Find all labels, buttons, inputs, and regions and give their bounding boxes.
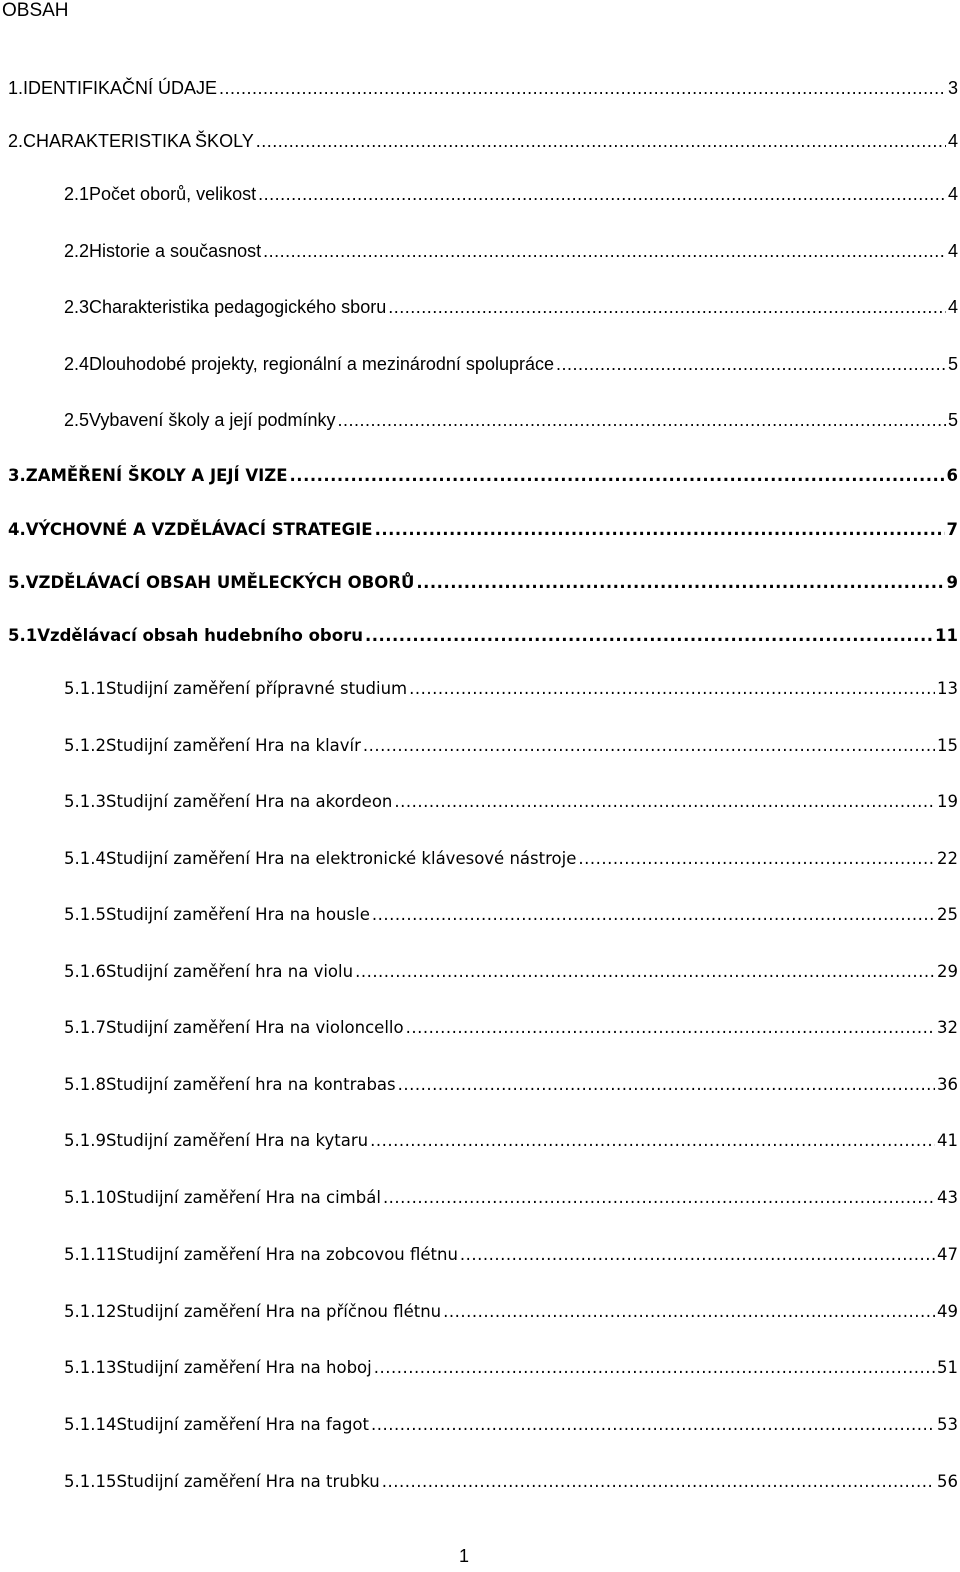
toc-entry-label: Studijní zaměření Hra na příčnou flétnu bbox=[116, 1302, 442, 1321]
toc-entry-label: Studijní zaměření Hra na trubku bbox=[116, 1472, 380, 1491]
toc-entry-page: 56 bbox=[937, 1472, 958, 1491]
toc-entry[interactable] bbox=[0, 624, 960, 648]
toc-entry[interactable] bbox=[0, 1129, 960, 1153]
toc-entry-page: 47 bbox=[937, 1245, 958, 1264]
page-number: 1 bbox=[458, 1546, 469, 1566]
toc-entry-label: Studijní zaměření hra na kontrabas bbox=[105, 1075, 396, 1094]
toc-entry-label: Studijní zaměření Hra na zobcovou flétnu bbox=[116, 1245, 458, 1264]
toc-leader-dots bbox=[388, 295, 946, 319]
toc-entry-label: Studijní zaměření přípravné studium bbox=[105, 679, 408, 698]
toc-entry-number: 1. bbox=[8, 78, 24, 98]
toc-entry-label: Studijní zaměření Hra na kytaru bbox=[105, 1131, 369, 1150]
toc-entry-label: Vzdělávací obsah hudebního oboru bbox=[37, 626, 363, 645]
toc-leader-dots bbox=[394, 790, 935, 814]
toc-entry-number: 5.1.12 bbox=[64, 1302, 117, 1321]
toc-leader-dots bbox=[338, 408, 946, 432]
toc-entry-label: Studijní zaměření hra na violu bbox=[105, 962, 354, 981]
toc-entry-number: 5.1.3 bbox=[64, 792, 106, 811]
toc-leader-dots bbox=[263, 239, 946, 263]
toc-entry-page: 29 bbox=[937, 962, 958, 981]
toc-entry-page: 53 bbox=[937, 1415, 958, 1434]
toc-entry-label: Studijní zaměření Hra na elektronické klávesové nástroje bbox=[105, 849, 577, 868]
toc-entry-label: VÝCHOVNÉ A VZDĚLÁVACÍ STRATEGIE bbox=[25, 520, 373, 539]
toc-entry-page: 4 bbox=[947, 131, 958, 151]
toc-leader-dots bbox=[371, 1413, 935, 1437]
toc-leader-dots bbox=[219, 76, 946, 100]
toc-entry-page: 5 bbox=[947, 354, 958, 374]
toc-leader-dots bbox=[409, 677, 935, 701]
toc-entry[interactable] bbox=[0, 239, 960, 263]
toc-entry-page: 32 bbox=[937, 1018, 958, 1037]
toc-entry-number: 2.3 bbox=[64, 297, 90, 317]
toc-leader-dots bbox=[556, 352, 946, 376]
toc-entry-page: 22 bbox=[937, 849, 958, 868]
toc-leader-dots bbox=[383, 1186, 935, 1210]
toc-entry-page: 19 bbox=[937, 792, 958, 811]
toc-entry-number: 5.1.10 bbox=[64, 1188, 117, 1207]
toc-entry-number: 5.1.5 bbox=[64, 905, 106, 924]
toc-entry-number: 5.1 bbox=[8, 626, 38, 645]
toc-entry-number: 5. bbox=[8, 573, 26, 592]
toc-entry-label: Studijní zaměření Hra na hoboj bbox=[116, 1358, 372, 1377]
toc-leader-dots bbox=[578, 847, 935, 871]
toc-entry-page: 7 bbox=[946, 520, 958, 539]
toc-entry-label: Dlouhodobé projekty, regionální a mezinárodní spolupráce bbox=[89, 354, 554, 374]
toc-leader-dots bbox=[372, 903, 935, 927]
toc-entry-label: IDENTIFIKAČNÍ ÚDAJE bbox=[23, 78, 218, 98]
toc-entry-number: 5.1.1 bbox=[64, 679, 106, 698]
toc-leader-dots bbox=[258, 182, 946, 206]
toc-entry[interactable] bbox=[0, 960, 960, 984]
toc-entry[interactable] bbox=[0, 1413, 960, 1437]
toc-leader-dots bbox=[290, 464, 945, 488]
toc-leader-dots bbox=[370, 1129, 935, 1153]
toc-entry-page: 49 bbox=[937, 1302, 958, 1321]
toc-entry-number: 5.1.2 bbox=[64, 736, 106, 755]
toc-entry[interactable] bbox=[0, 1243, 960, 1267]
toc-entry-page: 15 bbox=[937, 736, 958, 755]
toc-leader-dots bbox=[443, 1300, 935, 1324]
toc-leader-dots bbox=[382, 1470, 935, 1494]
toc-entry[interactable] bbox=[0, 1186, 960, 1210]
toc-entry-number: 5.1.6 bbox=[64, 962, 106, 981]
toc-entry-label: CHARAKTERISTIKA ŠKOLY bbox=[23, 131, 254, 151]
toc-entry-page: 5 bbox=[947, 410, 958, 430]
toc-entry[interactable] bbox=[0, 352, 960, 376]
toc-entry-number: 5.1.15 bbox=[64, 1472, 117, 1491]
toc-entry[interactable] bbox=[0, 76, 960, 100]
toc-entry-page: 4 bbox=[947, 297, 958, 317]
toc-entry-label: Počet oborů, velikost bbox=[89, 184, 257, 204]
toc-leader-dots bbox=[375, 518, 945, 542]
toc-entry-label: Vybavení školy a její podmínky bbox=[89, 410, 336, 430]
toc-entry[interactable] bbox=[0, 903, 960, 927]
toc-entry-number: 5.1.11 bbox=[64, 1245, 117, 1264]
toc-entry[interactable] bbox=[0, 1016, 960, 1040]
toc-entry[interactable] bbox=[0, 677, 960, 701]
toc-entry-page: 36 bbox=[937, 1075, 958, 1094]
toc-entry-number: 5.1.8 bbox=[64, 1075, 106, 1094]
toc-entry-page: 13 bbox=[937, 679, 958, 698]
toc-entry-number: 5.1.4 bbox=[64, 849, 106, 868]
toc-entry-page: 3 bbox=[947, 78, 958, 98]
toc-entry-label: Studijní zaměření Hra na violoncello bbox=[105, 1018, 404, 1037]
toc-entry-number: 5.1.9 bbox=[64, 1131, 106, 1150]
toc-entry[interactable] bbox=[0, 1356, 960, 1380]
toc-entry-label: Studijní zaměření Hra na fagot bbox=[116, 1415, 369, 1434]
toc-entry[interactable] bbox=[0, 295, 960, 319]
toc-entry-page: 43 bbox=[937, 1188, 958, 1207]
toc-entry-page: 25 bbox=[937, 905, 958, 924]
toc-entry-number: 2.5 bbox=[64, 410, 90, 430]
toc-entry[interactable] bbox=[0, 790, 960, 814]
toc-leader-dots bbox=[416, 571, 944, 595]
toc-leader-dots bbox=[374, 1356, 935, 1380]
toc-entry[interactable] bbox=[0, 129, 960, 153]
toc-entry-number: 2.1 bbox=[64, 184, 90, 204]
toc-entry-page: 41 bbox=[937, 1131, 958, 1150]
toc-entry-number: 4. bbox=[8, 520, 26, 539]
toc-entry-number: 3. bbox=[8, 466, 26, 485]
toc-leader-dots bbox=[365, 624, 933, 648]
toc-leader-dots bbox=[460, 1243, 935, 1267]
toc-entry[interactable] bbox=[0, 847, 960, 871]
toc-entry[interactable] bbox=[0, 464, 960, 488]
toc-entry[interactable] bbox=[0, 1470, 960, 1494]
page-title: OBSAH bbox=[2, 0, 69, 21]
toc-entry-number: 5.1.14 bbox=[64, 1415, 117, 1434]
toc-entry-label: Studijní zaměření Hra na klavír bbox=[105, 736, 361, 755]
toc-entry-page: 51 bbox=[937, 1358, 958, 1377]
toc-entry[interactable] bbox=[0, 408, 960, 432]
toc-entry-label: VZDĚLÁVACÍ OBSAH UMĚLECKÝCH OBORŮ bbox=[25, 573, 415, 592]
toc-leader-dots bbox=[355, 960, 935, 984]
toc-entry-number: 2.4 bbox=[64, 354, 90, 374]
toc-leader-dots bbox=[406, 1016, 935, 1040]
toc-entry-page: 4 bbox=[947, 184, 958, 204]
toc-entry-number: 5.1.7 bbox=[64, 1018, 106, 1037]
toc-entry-label: Historie a současnost bbox=[89, 241, 262, 261]
toc-entry[interactable] bbox=[0, 182, 960, 206]
toc-entry-label: Studijní zaměření Hra na housle bbox=[105, 905, 370, 924]
toc-entry-page: 6 bbox=[946, 466, 958, 485]
toc-entry-page: 11 bbox=[935, 626, 958, 645]
toc-entry[interactable] bbox=[0, 1073, 960, 1097]
toc-entry-label: Studijní zaměření Hra na cimbál bbox=[116, 1188, 381, 1207]
toc-leader-dots bbox=[398, 1073, 935, 1097]
toc-entry[interactable] bbox=[0, 571, 960, 595]
toc-entry[interactable] bbox=[0, 1300, 960, 1324]
toc-leader-dots bbox=[363, 734, 935, 758]
toc-entry-label: Studijní zaměření Hra na akordeon bbox=[105, 792, 393, 811]
toc-entry-number: 2. bbox=[8, 131, 24, 151]
toc-entry-page: 9 bbox=[946, 573, 958, 592]
toc-entry[interactable] bbox=[0, 734, 960, 758]
toc-entry-number: 5.1.13 bbox=[64, 1358, 117, 1377]
toc-entry-label: Charakteristika pedagogického sboru bbox=[89, 297, 387, 317]
toc-entry-label: ZAMĚŘENÍ ŠKOLY A JEJÍ VIZE bbox=[25, 466, 288, 485]
toc-leader-dots bbox=[256, 129, 946, 153]
toc-entry-number: 2.2 bbox=[64, 241, 90, 261]
toc-entry-page: 4 bbox=[947, 241, 958, 261]
toc-entry[interactable] bbox=[0, 518, 960, 542]
